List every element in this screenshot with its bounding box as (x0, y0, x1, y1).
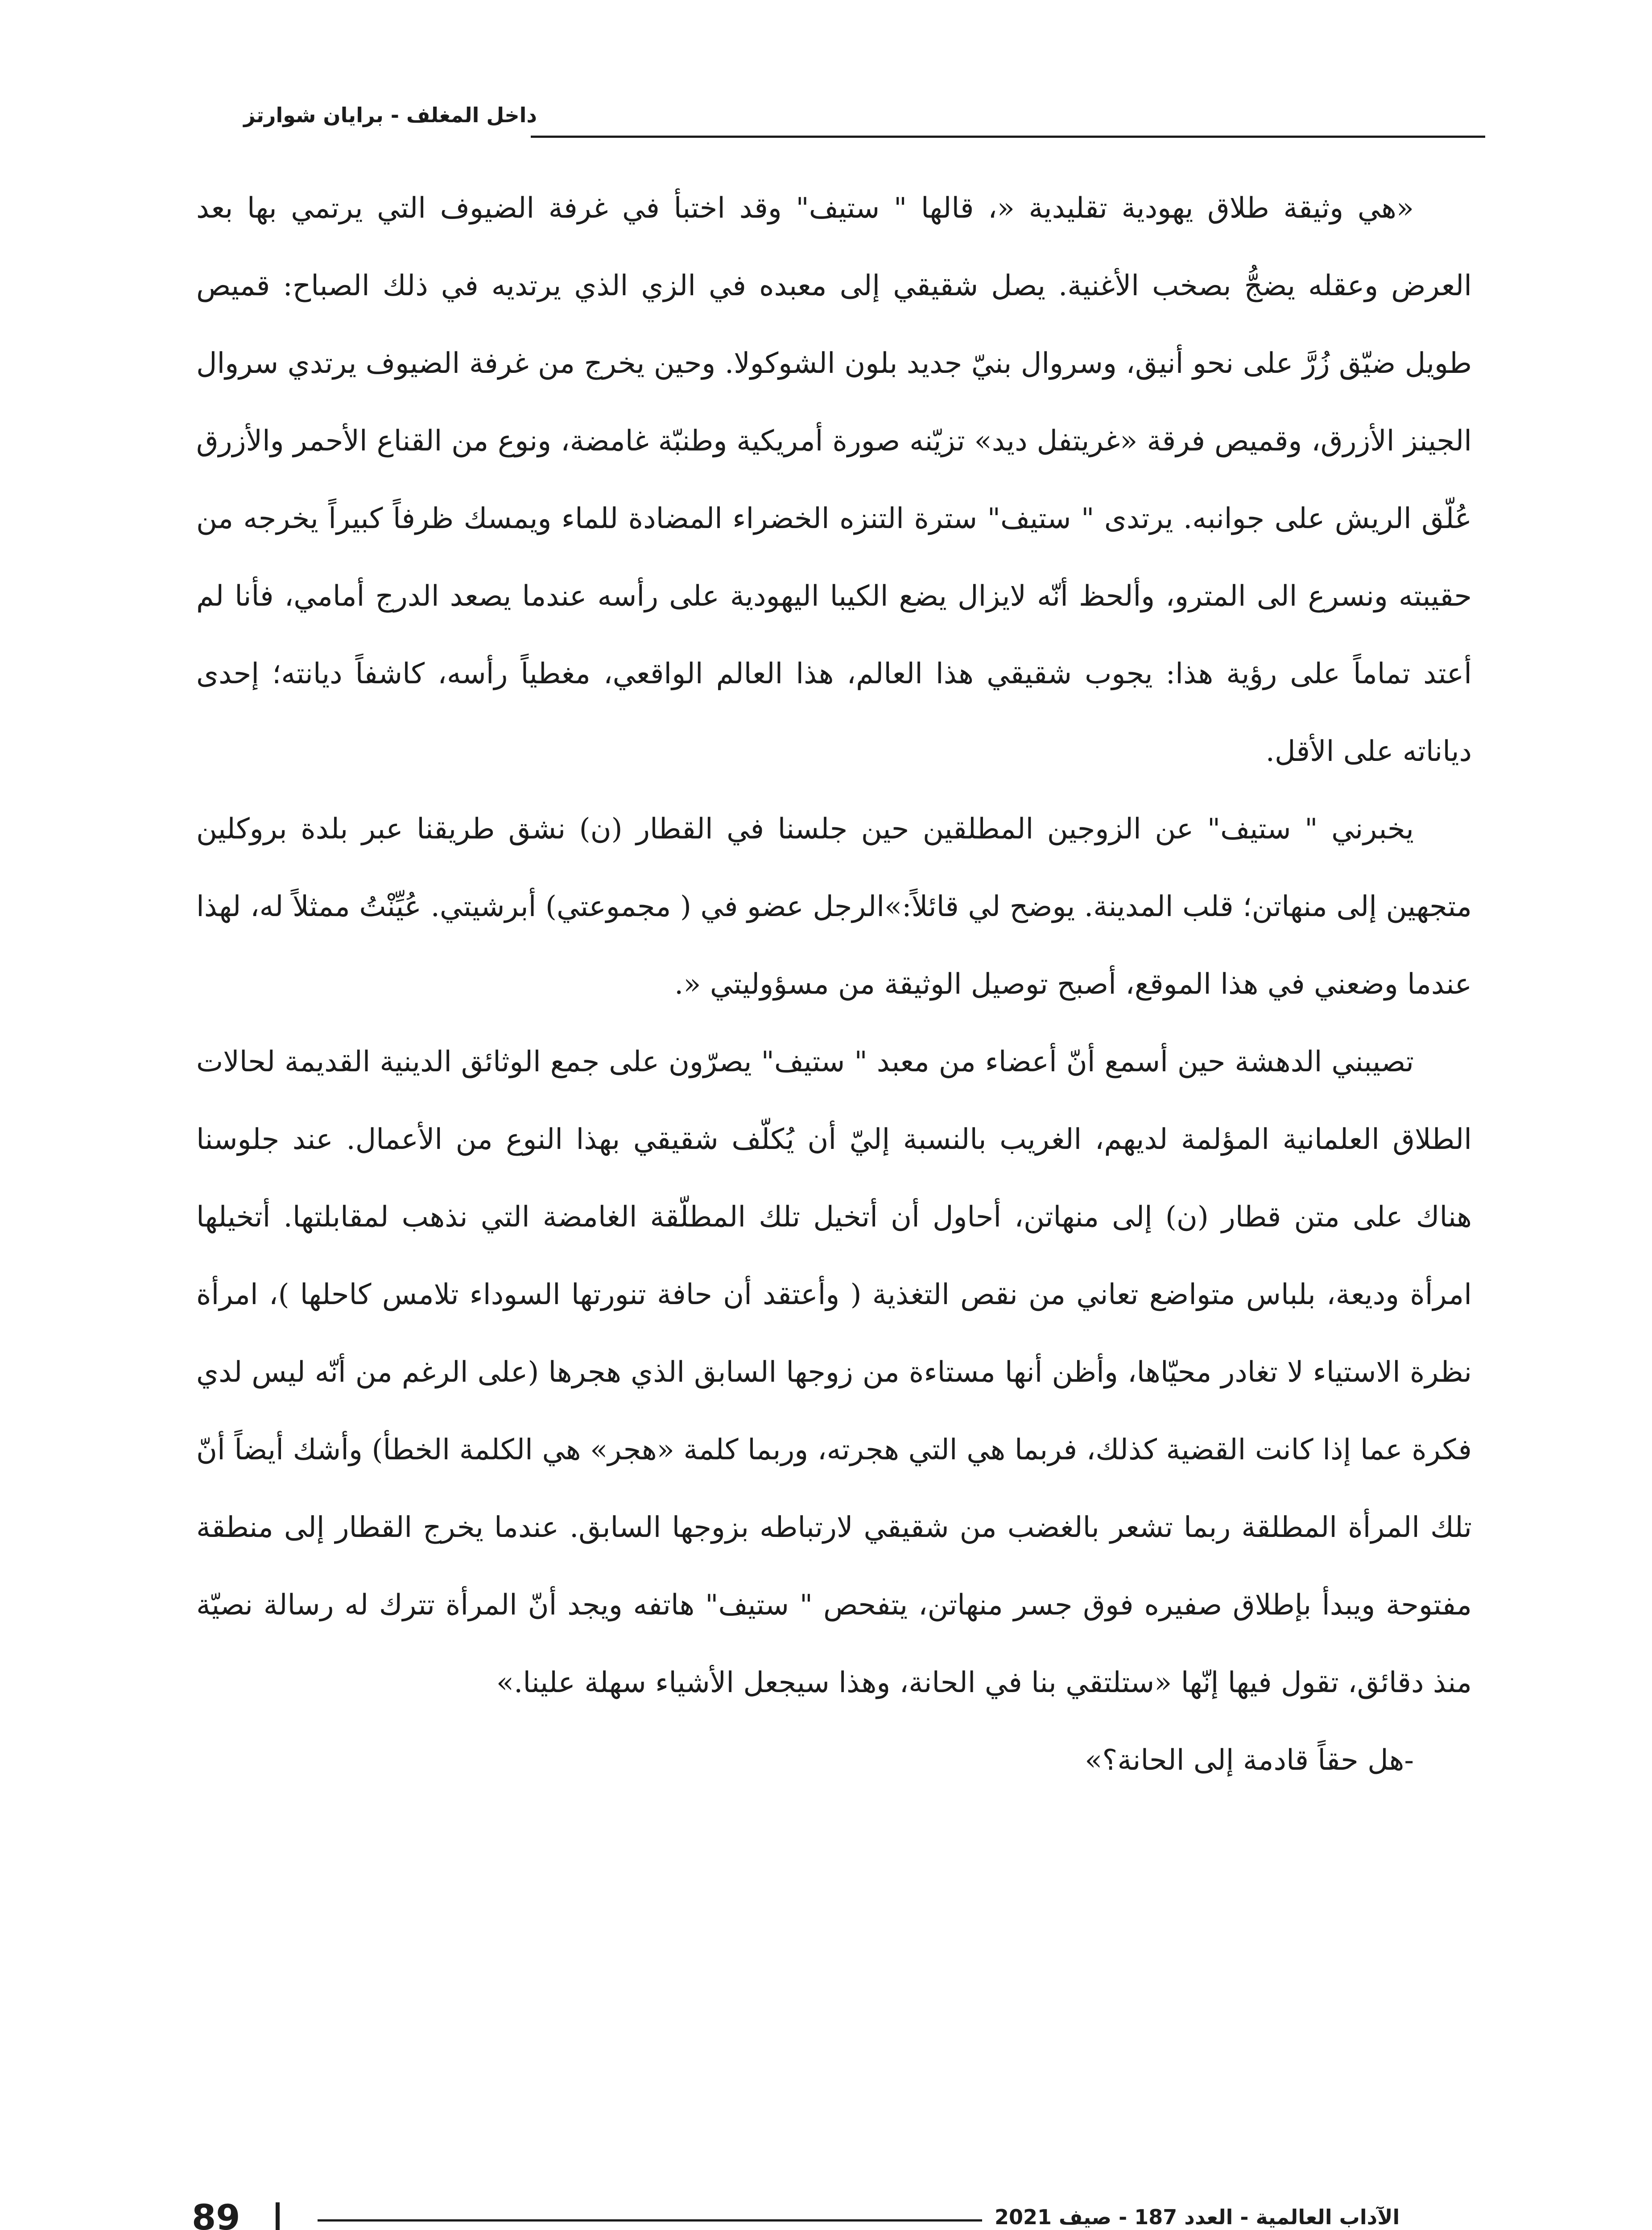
footer-separator-bar (276, 2202, 280, 2230)
footer-rule (318, 2219, 982, 2222)
footer-journal-line: الآداب العالمية - العدد 187 - صيف 2021 (995, 2205, 1400, 2229)
paragraph-1: «هي وثيقة طلاق يهودية تقليدية «، قالها " ستيف" وقد اختبأ في غرفة الضيوف التي يرتمي بها بعد العرض وعقله يضجُّ بصخب الأغنية. يصل شقيقي إلى معبده في الزي الذي يرتديه في ذلك الصباح: قميص طويل ضيّق زُرَّ على نحو أنيق، وسروال بنيّ جديد بلون الشوكولا. وحين يخرج من غرفة الضيوف يرتدي سروال الجينز الأزرق، وقميص فرقة «غريتفل ديد» تزيّنه صورة أمريكية وطنبّة غامضة، ونوع من القناع الأحمر والأزرق عُلّق الريش على جوانبه. يرتدى " ستيف" سترة التنزه الخضراء المضادة للماء ويمسك ظرفاً كبيراً يخرجه من حقيبته ونسرع الى المترو، وألحظ أنّه لايزال يضع الكيبا اليهودية على رأسه عندما يصعد الدرج أمامي، فأنا لم أعتد تماماً على رؤية هذا: يجوب شقيقي هذا العالم، هذا العالم الواقعي، مغطياً رأسه، كاشفاً ديانته؛ إحدى دياناته على الأقل. (196, 192, 1472, 768)
article-body (196, 169, 1472, 1799)
paragraph-2: يخبرني " ستيف" عن الزوجين المطلقين حين جلسنا في القطار (ن) نشق طريقنا عبر بلدة بروكلين متجهين إلى منهاتن؛ قلب المدينة. يوضح لي قائلاً:»الرجل عضو في ( مجموعتي) أبرشيتي. عُيِّنْتُ ممثلاً له، لهذا عندما وضعني في هذا الموقع، أصبح توصيل الوثيقة من مسؤوليتي «. (196, 813, 1472, 1001)
running-header-title: داخل المغلف - برايان شوارتز (244, 103, 537, 127)
paragraph-4-dialogue: -هل حقاً قادمة إلى الحانة؟» (1085, 1744, 1414, 1777)
page-number: 89 (192, 2198, 240, 2230)
paragraph-3: تصيبني الدهشة حين أسمع أنّ أعضاء من معبد " ستيف" يصرّون على جمع الوثائق الدينية القديمة لحالات الطلاق العلمانية المؤلمة لديهم، الغريب بالنسبة إليّ أن يُكلّف شقيقي بهذا النوع من الأعمال. عند جلوسنا هناك على متن قطار (ن) إلى منهاتن، أحاول أن أتخيل تلك المطلّقة الغامضة التي نذهب لمقابلتها. أتخيلها امرأة وديعة، بلباس متواضع تعاني من نقص التغذية ( وأعتقد أن حافة تنورتها السوداء تلامس كاحلها )، امرأة نظرة الاستياء لا تغادر محيّاها، وأظن أنها مستاءة من زوجها السابق الذي هجرها (على الرغم من أنّه ليس لدي فكرة عما إذا كانت القضية كذلك، فربما هي التي هجرته، وربما كلمة «هجر» هي الكلمة الخطأ) وأشك أيضاً أنّ تلك المرأة المطلقة ربما تشعر بالغضب من شقيقي لارتباطه بزوجها السابق. عندما يخرج القطار إلى منطقة مفتوحة ويبدأ بإطلاق صفيره فوق جسر منهاتن، يتفحص " ستيف" هاتفه ويجد أنّ المرأة تترك له رسالة نصيّة منذ دقائق، تقول فيها إنّها «ستلتقي بنا في الحانة، وهذا سيجعل الأشياء سهلة علينا.» (196, 1045, 1472, 1699)
header-rule (531, 136, 1485, 138)
